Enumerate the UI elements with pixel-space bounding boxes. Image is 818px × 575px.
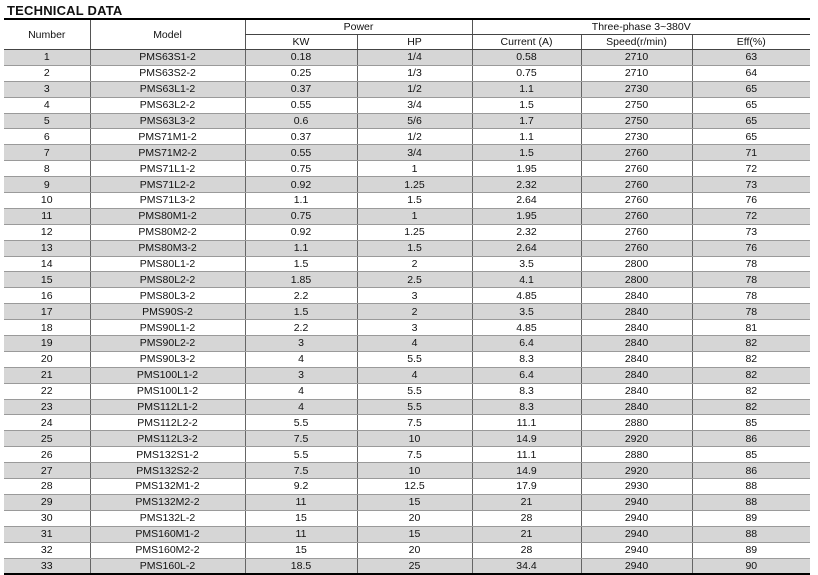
cell-speed: 2750 [581,113,692,129]
cell-number: 12 [4,224,90,240]
cell-speed: 2760 [581,193,692,209]
cell-model: PMS132M2-2 [90,494,245,510]
col-header-model: Model [90,20,245,50]
cell-hp: 4 [357,367,472,383]
cell-kw: 11 [245,526,357,542]
cell-current: 0.58 [472,50,581,66]
cell-number: 30 [4,510,90,526]
cell-eff: 86 [692,431,810,447]
cell-model: PMS71L3-2 [90,193,245,209]
cell-model: PMS160M1-2 [90,526,245,542]
cell-eff: 73 [692,177,810,193]
cell-kw: 0.55 [245,145,357,161]
cell-kw: 0.37 [245,81,357,97]
cell-eff: 82 [692,399,810,415]
cell-number: 31 [4,526,90,542]
cell-number: 1 [4,50,90,66]
cell-current: 4.85 [472,320,581,336]
cell-number: 32 [4,542,90,558]
cell-speed: 2800 [581,272,692,288]
cell-kw: 5.5 [245,415,357,431]
cell-hp: 25 [357,558,472,574]
cell-number: 25 [4,431,90,447]
cell-eff: 86 [692,463,810,479]
cell-hp: 1 [357,208,472,224]
cell-eff: 63 [692,50,810,66]
cell-kw: 11 [245,494,357,510]
cell-kw: 7.5 [245,431,357,447]
table-row [4,113,810,129]
cell-number: 6 [4,129,90,145]
table-row [4,320,810,336]
cell-current: 11.1 [472,415,581,431]
cell-model: PMS71L1-2 [90,161,245,177]
cell-current: 2.64 [472,193,581,209]
cell-eff: 78 [692,256,810,272]
cell-model: PMS63S1-2 [90,50,245,66]
cell-model: PMS132S1-2 [90,447,245,463]
cell-model: PMS63S2-2 [90,65,245,81]
cell-hp: 2 [357,256,472,272]
cell-number: 18 [4,320,90,336]
cell-current: 1.95 [472,208,581,224]
cell-kw: 0.37 [245,129,357,145]
cell-speed: 2940 [581,542,692,558]
cell-speed: 2920 [581,431,692,447]
cell-speed: 2710 [581,50,692,66]
col-header-hp: HP [357,35,472,50]
cell-number: 19 [4,336,90,352]
cell-kw: 0.75 [245,161,357,177]
cell-hp: 5.5 [357,383,472,399]
cell-hp: 3/4 [357,97,472,113]
cell-hp: 3 [357,288,472,304]
cell-eff: 81 [692,320,810,336]
table-row [4,351,810,367]
cell-current: 34.4 [472,558,581,574]
table-row [4,510,810,526]
table-row [4,161,810,177]
cell-model: PMS63L1-2 [90,81,245,97]
col-header-current: Current (A) [472,35,581,50]
table-row [4,383,810,399]
cell-hp: 20 [357,510,472,526]
table-row [4,542,810,558]
cell-kw: 1.85 [245,272,357,288]
cell-eff: 72 [692,208,810,224]
table-row [4,336,810,352]
cell-number: 4 [4,97,90,113]
cell-model: PMS90L2-2 [90,336,245,352]
cell-speed: 2730 [581,81,692,97]
cell-hp: 1.5 [357,240,472,256]
cell-kw: 0.6 [245,113,357,129]
cell-kw: 4 [245,383,357,399]
cell-eff: 72 [692,161,810,177]
table-body [4,50,810,575]
cell-number: 21 [4,367,90,383]
cell-number: 5 [4,113,90,129]
cell-number: 8 [4,161,90,177]
cell-hp: 5.5 [357,399,472,415]
cell-current: 3.5 [472,256,581,272]
cell-number: 10 [4,193,90,209]
cell-number: 22 [4,383,90,399]
cell-speed: 2840 [581,304,692,320]
table-row [4,494,810,510]
cell-current: 21 [472,494,581,510]
cell-hp: 5.5 [357,351,472,367]
cell-hp: 1/3 [357,65,472,81]
cell-current: 8.3 [472,351,581,367]
cell-current: 1.7 [472,113,581,129]
cell-speed: 2750 [581,97,692,113]
cell-number: 2 [4,65,90,81]
cell-kw: 1.1 [245,193,357,209]
cell-kw: 1.5 [245,256,357,272]
cell-hp: 15 [357,526,472,542]
cell-kw: 7.5 [245,463,357,479]
table-row [4,479,810,495]
cell-model: PMS160M2-2 [90,542,245,558]
cell-kw: 15 [245,542,357,558]
cell-eff: 89 [692,510,810,526]
cell-kw: 2.2 [245,288,357,304]
table-row [4,256,810,272]
cell-model: PMS112L3-2 [90,431,245,447]
cell-current: 4.1 [472,272,581,288]
cell-current: 1.1 [472,81,581,97]
cell-eff: 78 [692,288,810,304]
table-row [4,50,810,66]
cell-hp: 20 [357,542,472,558]
cell-speed: 2800 [581,256,692,272]
cell-speed: 2940 [581,526,692,542]
table-row [4,81,810,97]
cell-hp: 1/4 [357,50,472,66]
cell-speed: 2840 [581,320,692,336]
table-row [4,415,810,431]
table-row [4,145,810,161]
cell-current: 14.9 [472,431,581,447]
cell-current: 17.9 [472,479,581,495]
table-row [4,129,810,145]
table-row [4,558,810,574]
table-row [4,65,810,81]
cell-eff: 65 [692,113,810,129]
cell-speed: 2730 [581,129,692,145]
cell-eff: 85 [692,447,810,463]
cell-hp: 15 [357,494,472,510]
cell-hp: 7.5 [357,447,472,463]
cell-speed: 2840 [581,288,692,304]
table-row [4,208,810,224]
cell-current: 0.75 [472,65,581,81]
cell-number: 24 [4,415,90,431]
cell-speed: 2940 [581,558,692,574]
cell-current: 1.5 [472,145,581,161]
cell-current: 2.32 [472,224,581,240]
cell-hp: 10 [357,431,472,447]
cell-current: 11.1 [472,447,581,463]
cell-model: PMS90L1-2 [90,320,245,336]
cell-current: 21 [472,526,581,542]
cell-kw: 0.18 [245,50,357,66]
cell-kw: 4 [245,351,357,367]
cell-number: 23 [4,399,90,415]
cell-hp: 1/2 [357,81,472,97]
cell-eff: 88 [692,494,810,510]
cell-kw: 0.75 [245,208,357,224]
cell-eff: 78 [692,272,810,288]
cell-speed: 2760 [581,240,692,256]
cell-speed: 2840 [581,383,692,399]
cell-number: 15 [4,272,90,288]
cell-kw: 3 [245,336,357,352]
cell-current: 2.32 [472,177,581,193]
cell-current: 28 [472,542,581,558]
page-title: TECHNICAL DATA [7,3,123,18]
cell-kw: 0.55 [245,97,357,113]
cell-hp: 1/2 [357,129,472,145]
cell-number: 20 [4,351,90,367]
table-row [4,177,810,193]
table-row [4,526,810,542]
cell-current: 4.85 [472,288,581,304]
cell-hp: 1.5 [357,193,472,209]
cell-current: 3.5 [472,304,581,320]
cell-hp: 3/4 [357,145,472,161]
cell-current: 1.5 [472,97,581,113]
table-row [4,463,810,479]
col-header-number: Number [4,20,90,50]
cell-kw: 4 [245,399,357,415]
cell-kw: 2.2 [245,320,357,336]
cell-number: 17 [4,304,90,320]
cell-eff: 76 [692,193,810,209]
cell-hp: 2 [357,304,472,320]
table-row [4,97,810,113]
cell-eff: 73 [692,224,810,240]
cell-number: 3 [4,81,90,97]
cell-current: 1.1 [472,129,581,145]
technical-data-table [4,20,810,575]
cell-number: 29 [4,494,90,510]
cell-model: PMS90S-2 [90,304,245,320]
cell-current: 8.3 [472,399,581,415]
table-row [4,447,810,463]
cell-speed: 2840 [581,351,692,367]
cell-current: 6.4 [472,336,581,352]
cell-eff: 90 [692,558,810,574]
cell-model: PMS160L-2 [90,558,245,574]
cell-eff: 65 [692,129,810,145]
cell-hp: 10 [357,463,472,479]
cell-speed: 2760 [581,208,692,224]
cell-model: PMS112L2-2 [90,415,245,431]
cell-hp: 1.25 [357,177,472,193]
cell-eff: 65 [692,97,810,113]
cell-model: PMS80L2-2 [90,272,245,288]
cell-current: 6.4 [472,367,581,383]
cell-eff: 64 [692,65,810,81]
cell-model: PMS90L3-2 [90,351,245,367]
cell-eff: 82 [692,367,810,383]
cell-speed: 2930 [581,479,692,495]
cell-current: 1.95 [472,161,581,177]
cell-speed: 2760 [581,177,692,193]
table-row [4,288,810,304]
cell-speed: 2920 [581,463,692,479]
cell-speed: 2940 [581,510,692,526]
table-row [4,399,810,415]
cell-hp: 4 [357,336,472,352]
cell-number: 33 [4,558,90,574]
cell-number: 26 [4,447,90,463]
cell-model: PMS132L-2 [90,510,245,526]
cell-hp: 1.25 [357,224,472,240]
cell-number: 7 [4,145,90,161]
cell-kw: 3 [245,367,357,383]
cell-current: 2.64 [472,240,581,256]
cell-eff: 76 [692,240,810,256]
cell-speed: 2710 [581,65,692,81]
cell-number: 27 [4,463,90,479]
cell-number: 16 [4,288,90,304]
cell-eff: 82 [692,383,810,399]
cell-model: PMS71M1-2 [90,129,245,145]
cell-eff: 89 [692,542,810,558]
cell-eff: 82 [692,351,810,367]
cell-model: PMS71M2-2 [90,145,245,161]
cell-model: PMS112L1-2 [90,399,245,415]
col-group-three-phase: Three-phase 3~380V [472,20,810,35]
cell-hp: 3 [357,320,472,336]
table-row [4,193,810,209]
cell-eff: 82 [692,336,810,352]
cell-current: 28 [472,510,581,526]
col-header-kw: KW [245,35,357,50]
cell-speed: 2840 [581,367,692,383]
cell-speed: 2880 [581,415,692,431]
cell-kw: 5.5 [245,447,357,463]
col-group-power: Power [245,20,472,35]
cell-number: 11 [4,208,90,224]
cell-kw: 9.2 [245,479,357,495]
cell-model: PMS71L2-2 [90,177,245,193]
cell-hp: 7.5 [357,415,472,431]
cell-speed: 2760 [581,145,692,161]
cell-speed: 2760 [581,161,692,177]
cell-eff: 88 [692,526,810,542]
cell-kw: 1.5 [245,304,357,320]
cell-model: PMS63L2-2 [90,97,245,113]
cell-eff: 71 [692,145,810,161]
cell-kw: 0.25 [245,65,357,81]
cell-speed: 2760 [581,224,692,240]
cell-model: PMS63L3-2 [90,113,245,129]
table-row [4,240,810,256]
cell-speed: 2840 [581,336,692,352]
cell-model: PMS80L1-2 [90,256,245,272]
cell-model: PMS80M1-2 [90,208,245,224]
cell-model: PMS80M2-2 [90,224,245,240]
cell-model: PMS100L1-2 [90,367,245,383]
cell-kw: 0.92 [245,177,357,193]
cell-speed: 2880 [581,447,692,463]
table-row [4,272,810,288]
cell-speed: 2840 [581,399,692,415]
cell-model: PMS80L3-2 [90,288,245,304]
table-row [4,304,810,320]
cell-hp: 1 [357,161,472,177]
cell-model: PMS80M3-2 [90,240,245,256]
table-row [4,367,810,383]
cell-kw: 1.1 [245,240,357,256]
cell-current: 14.9 [472,463,581,479]
cell-eff: 65 [692,81,810,97]
cell-number: 14 [4,256,90,272]
cell-kw: 18.5 [245,558,357,574]
cell-eff: 78 [692,304,810,320]
cell-model: PMS100L1-2 [90,383,245,399]
col-header-eff: Eff(%) [692,35,810,50]
cell-hp: 5/6 [357,113,472,129]
cell-kw: 0.92 [245,224,357,240]
cell-current: 8.3 [472,383,581,399]
table-row [4,224,810,240]
cell-eff: 88 [692,479,810,495]
cell-eff: 85 [692,415,810,431]
cell-number: 13 [4,240,90,256]
cell-kw: 15 [245,510,357,526]
cell-number: 28 [4,479,90,495]
cell-speed: 2940 [581,494,692,510]
cell-hp: 2.5 [357,272,472,288]
cell-model: PMS132S2-2 [90,463,245,479]
col-header-speed: Speed(r/min) [581,35,692,50]
cell-model: PMS132M1-2 [90,479,245,495]
cell-number: 9 [4,177,90,193]
table-row [4,431,810,447]
cell-hp: 12.5 [357,479,472,495]
